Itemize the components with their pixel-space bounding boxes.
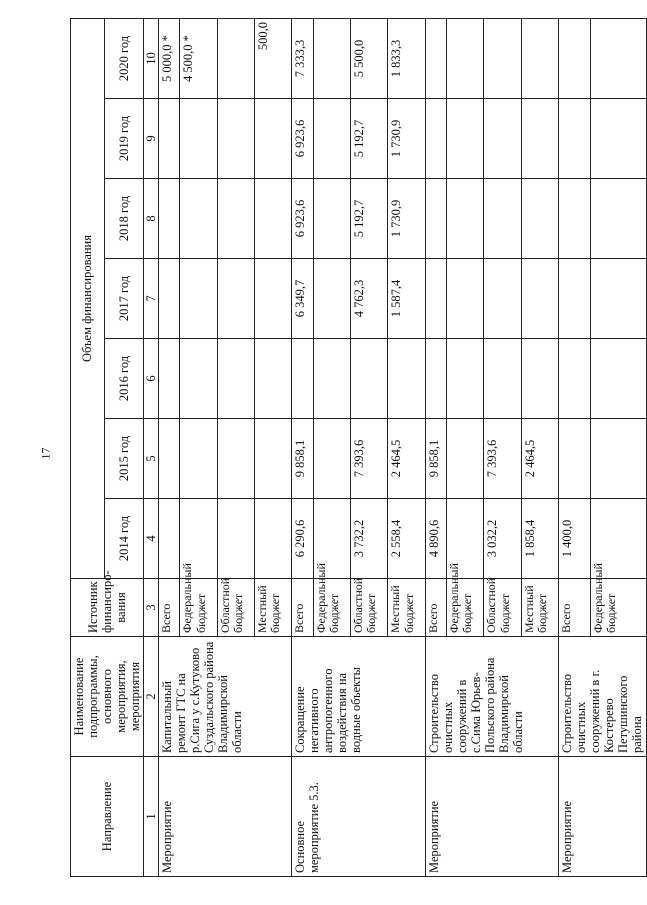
amount-cell: 5 500,0 — [350, 18, 387, 98]
funding-source-cell: Федеральный бюджет — [313, 579, 350, 637]
amount-cell — [446, 419, 483, 499]
funding-source-cell: Всего — [558, 579, 590, 637]
amount-cell: 1 587,4 — [388, 259, 425, 339]
funding-source-cell: Местный бюджет — [388, 579, 425, 637]
header-year: 2020 год — [104, 18, 143, 98]
column-number: 10 — [144, 18, 159, 98]
amount-cell — [484, 339, 521, 419]
measure-name-cell: Сокращение негативного антропогенного воздействия на водные объекты — [292, 637, 425, 757]
funding-source-cell: Областной бюджет — [484, 579, 521, 637]
column-number: 1 — [144, 757, 159, 877]
amount-cell — [159, 499, 180, 579]
amount-cell: 6 349,7 — [292, 259, 313, 339]
amount-cell: 7 393,6 — [484, 419, 521, 499]
header-year: 2018 год — [104, 179, 143, 259]
amount-cell — [313, 339, 350, 419]
funding-source-cell: Федеральный бюджет — [180, 579, 217, 637]
amount-cell — [159, 419, 180, 499]
amount-cell — [521, 339, 558, 419]
header-year: 2019 год — [104, 99, 143, 179]
amount-cell — [217, 339, 254, 419]
amount-cell: 4 500,0 * — [180, 18, 217, 98]
table-row — [558, 18, 590, 876]
amount-cell — [521, 99, 558, 179]
funding-source-cell: Всего — [159, 579, 180, 637]
column-number: 7 — [144, 259, 159, 339]
amount-cell — [313, 259, 350, 339]
amount-cell — [590, 18, 646, 98]
amount-cell — [254, 499, 291, 579]
amount-cell: 6 290,6 — [292, 499, 313, 579]
amount-cell — [484, 99, 521, 179]
funding-source-cell: Областной бюджет — [350, 579, 387, 637]
amount-cell: 9 858,1 — [292, 419, 313, 499]
amount-cell — [217, 419, 254, 499]
amount-cell — [558, 179, 590, 259]
amount-cell: 9 858,1 — [425, 419, 446, 499]
amount-cell: 4 762,3 — [350, 259, 387, 339]
funding-source-cell: Местный бюджет — [254, 579, 291, 637]
funding-source-cell: Федеральный бюджет — [590, 579, 646, 637]
funding-source-cell: Федеральный бюджет — [446, 579, 483, 637]
amount-cell — [446, 99, 483, 179]
amount-cell — [217, 499, 254, 579]
header-year: 2015 год — [104, 419, 143, 499]
amount-cell — [558, 259, 590, 339]
measure-name-cell: Строительство очистных сооружений в г. Костерево Петушинского района — [558, 637, 646, 757]
amount-cell — [590, 339, 646, 419]
header-name: Наименование подпрограммы, основного мероприятия, мероприятия — [71, 637, 144, 757]
header-year: 2014 год — [104, 499, 143, 579]
amount-cell — [217, 18, 254, 98]
amount-cell — [159, 339, 180, 419]
column-number: 9 — [144, 99, 159, 179]
amount-cell — [590, 99, 646, 179]
amount-cell: 4 890,6 — [425, 499, 446, 579]
amount-cell: 3 732,2 — [350, 499, 387, 579]
amount-cell — [558, 419, 590, 499]
amount-cell — [446, 339, 483, 419]
page-number: 17 — [38, 447, 53, 460]
amount-cell — [558, 18, 590, 98]
amount-cell — [217, 99, 254, 179]
amount-cell: 2 558,4 — [388, 499, 425, 579]
amount-cell: 1 858,4 — [521, 499, 558, 579]
column-number: 3 — [144, 579, 159, 637]
measure-name-cell: Строительство очистных сооружений в с.Сима Юрьев-Польского района Владимирской области — [425, 637, 558, 757]
measure-name-cell: Капитальный ремонт ГТС на р.Сига у с.Кутуково Суздальского района Владимирской области — [159, 637, 292, 757]
amount-cell — [425, 99, 446, 179]
funding-source-cell: Областной бюджет — [217, 579, 254, 637]
header-year: 2017 год — [104, 259, 143, 339]
amount-cell: 1 730,9 — [388, 179, 425, 259]
amount-cell — [446, 179, 483, 259]
table-row — [425, 18, 446, 876]
direction-cell: Мероприятие — [558, 757, 646, 877]
table-row — [292, 18, 313, 876]
landscape-sheet — [70, 19, 644, 877]
amount-cell — [446, 18, 483, 98]
amount-cell — [159, 99, 180, 179]
amount-cell: 6 923,6 — [292, 179, 313, 259]
column-number: 5 — [144, 419, 159, 499]
table-row — [159, 18, 180, 876]
amount-cell — [254, 419, 291, 499]
amount-cell — [180, 259, 217, 339]
amount-cell: 1 833,3 — [388, 18, 425, 98]
amount-cell — [180, 419, 217, 499]
direction-cell: Основное мероприятие 5.3. — [292, 757, 425, 877]
amount-cell — [159, 259, 180, 339]
column-number: 8 — [144, 179, 159, 259]
amount-cell: 7 393,6 — [350, 419, 387, 499]
amount-cell — [425, 18, 446, 98]
amount-cell — [180, 339, 217, 419]
amount-cell: 3 032,2 — [484, 499, 521, 579]
amount-cell — [180, 179, 217, 259]
amount-cell: 7 333,3 — [292, 18, 313, 98]
amount-cell: 2 464,5 — [388, 419, 425, 499]
amount-cell — [254, 259, 291, 339]
direction-cell: Мероприятие — [159, 757, 292, 877]
amount-cell — [425, 259, 446, 339]
header-direction: Направление — [71, 757, 144, 877]
amount-cell — [292, 339, 313, 419]
amount-cell — [388, 339, 425, 419]
amount-cell — [521, 259, 558, 339]
amount-cell — [350, 339, 387, 419]
amount-cell: 5 000,0 * — [159, 18, 180, 98]
amount-cell — [521, 179, 558, 259]
amount-cell: 1 400,0 — [558, 499, 590, 579]
amount-cell: 5 192,7 — [350, 99, 387, 179]
amount-cell — [217, 259, 254, 339]
amount-cell — [484, 259, 521, 339]
amount-cell: 6 923,6 — [292, 99, 313, 179]
amount-cell — [180, 99, 217, 179]
amount-cell: 500,0 — [254, 18, 291, 98]
financing-table — [70, 18, 647, 877]
amount-cell — [254, 99, 291, 179]
amount-cell — [590, 419, 646, 499]
funding-source-cell: Всего — [292, 579, 313, 637]
amount-cell — [313, 179, 350, 259]
amount-cell — [159, 179, 180, 259]
amount-cell — [558, 339, 590, 419]
amount-cell — [217, 179, 254, 259]
amount-cell — [313, 18, 350, 98]
direction-cell: Мероприятие — [425, 757, 558, 877]
column-number: 2 — [144, 637, 159, 757]
amount-cell — [313, 419, 350, 499]
header-source: Источник финансиро- вания — [71, 579, 144, 637]
amount-cell — [521, 18, 558, 98]
amount-cell — [590, 259, 646, 339]
amount-cell — [313, 99, 350, 179]
header-year: 2016 год — [104, 339, 143, 419]
amount-cell — [484, 179, 521, 259]
funding-source-cell: Местный бюджет — [521, 579, 558, 637]
amount-cell — [254, 179, 291, 259]
column-number: 6 — [144, 339, 159, 419]
header-volume: Объем финансирования — [71, 18, 105, 578]
funding-source-cell: Всего — [425, 579, 446, 637]
column-number: 4 — [144, 499, 159, 579]
amount-cell — [590, 179, 646, 259]
amount-cell — [425, 339, 446, 419]
amount-cell: 5 192,7 — [350, 179, 387, 259]
amount-cell: 1 730,9 — [388, 99, 425, 179]
amount-cell — [425, 179, 446, 259]
amount-cell — [446, 259, 483, 339]
amount-cell — [558, 99, 590, 179]
amount-cell — [484, 18, 521, 98]
amount-cell: 2 464,5 — [521, 419, 558, 499]
amount-cell — [254, 339, 291, 419]
